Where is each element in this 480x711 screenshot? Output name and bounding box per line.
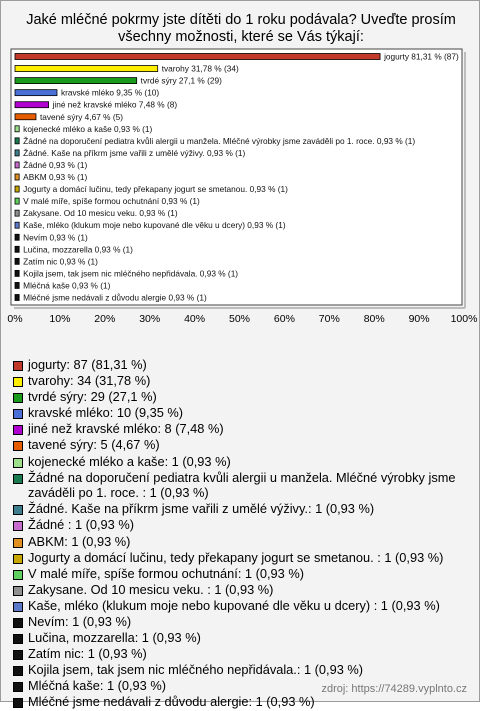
legend-item <box>11 517 473 533</box>
legend-swatch <box>13 634 23 644</box>
bar <box>15 102 49 108</box>
bar <box>15 258 19 264</box>
legend-label: Žádné. Kaše na příkrm jsme vařili z umělé výživy.: 1 (0,93 %) <box>28 501 375 517</box>
bar-label: tvarohy 31,78 % (34) <box>161 63 239 74</box>
bar-chart <box>1 1 479 353</box>
legend-swatch <box>13 602 23 612</box>
bar-label: Žádné 0,93 % (1) <box>23 159 88 170</box>
legend-swatch <box>13 586 23 596</box>
legend-swatch <box>13 538 23 548</box>
legend-label: tvrdé sýry: 29 (27,1 %) <box>28 389 157 405</box>
legend-swatch <box>13 458 23 468</box>
bar <box>15 174 19 180</box>
legend-label: Zatím nic: 1 (0,93 %) <box>28 646 147 662</box>
bar <box>15 186 19 192</box>
x-tick-label: 20% <box>94 313 116 325</box>
legend-item <box>11 614 473 630</box>
bar <box>15 198 19 204</box>
legend-swatch <box>13 361 23 371</box>
source-link[interactable]: zdroj: https://74289.vyplnto.cz <box>321 683 467 695</box>
legend-item <box>11 550 473 566</box>
bar-label: Kojila jsem, tak jsem nic mléčného nepřidávala. 0,93 % (1) <box>23 268 239 279</box>
legend-item <box>11 534 473 550</box>
x-tick-label: 90% <box>408 313 430 325</box>
bar-label: Zakysane. Od 10 mesicu veku. 0,93 % (1) <box>23 208 178 219</box>
bar <box>15 150 19 156</box>
legend-item <box>11 566 473 582</box>
legend-swatch <box>13 425 23 435</box>
legend-label: Žádné na doporučení pediatra kvůli alergii u manžela. Mléčné výrobky jsme zaváděli po 1. roce. : 1 (0,93 %) <box>28 469 456 501</box>
legend-swatch <box>13 474 23 484</box>
legend-swatch <box>13 441 23 451</box>
legend-item <box>11 437 473 453</box>
bar-label: Lučina, mozzarella 0,93 % (1) <box>23 244 133 255</box>
legend-label: Mléčná kaše: 1 (0,93 %) <box>28 678 166 694</box>
bar-label: V malé míře, spíše formou ochutnání 0,93 % (1) <box>23 196 200 207</box>
bar <box>15 90 57 96</box>
bar <box>15 222 19 228</box>
legend-label: Nevím: 1 (0,93 %) <box>28 614 132 629</box>
legend-swatch <box>13 505 23 515</box>
legend-swatch <box>13 682 23 692</box>
bar-label: ABKM 0,93 % (1) <box>23 172 88 182</box>
bar <box>15 126 19 132</box>
legend-swatch <box>13 618 23 628</box>
chart-legend <box>11 357 473 711</box>
bar-label: kojenecké mléko a kaše 0,93 % (1) <box>23 123 153 134</box>
bar-label: tavené sýry 4,67 % (5) <box>39 111 123 122</box>
bar <box>15 162 19 168</box>
legend-item <box>11 470 473 501</box>
x-tick-label: 70% <box>318 313 340 325</box>
legend-swatch <box>13 698 23 708</box>
bar-label: jogurty 81,31 % (87) <box>384 51 459 62</box>
legend-item <box>11 421 473 437</box>
x-tick-label: 40% <box>184 313 206 325</box>
legend-swatch <box>13 570 23 580</box>
legend-label: ABKM: 1 (0,93 %) <box>28 533 131 549</box>
legend-label: Zakysane. Od 10 mesicu veku. : 1 (0,93 %) <box>28 581 274 597</box>
legend-swatch <box>13 650 23 660</box>
legend-swatch <box>13 521 23 531</box>
legend-item <box>11 454 473 470</box>
x-tick-label: 60% <box>273 313 295 325</box>
bar-label: jiné než kravské mléko 7,48 % (8) <box>52 99 178 110</box>
legend-label: Mléčné jsme nedávali z důvodu alergie: 1 (0,93 %) <box>28 694 315 710</box>
bar <box>15 234 19 240</box>
legend-swatch <box>13 554 23 564</box>
legend-label: Kojila jsem, tak jsem nic mléčného nepřidávala.: 1 (0,93 %) <box>28 662 364 678</box>
legend-label: kravské mléko: 10 (9,35 %) <box>28 405 184 421</box>
chart-title: Jaké mléčné pokrmy jste dítěti do 1 roku podávala? Uveďte prosím všechny možnosti, které se Vás týkají: <box>26 12 456 45</box>
legend-label: Lučina, mozzarella: 1 (0,93 %) <box>28 630 201 646</box>
legend-label: Žádné : 1 (0,93 %) <box>28 517 134 533</box>
x-tick-label: 100% <box>450 313 478 325</box>
bar <box>15 282 19 288</box>
legend-item <box>11 389 473 405</box>
bar-label: Nevím 0,93 % (1) <box>23 232 88 243</box>
bar <box>15 78 137 84</box>
legend-item <box>11 662 473 678</box>
bar <box>15 270 19 276</box>
bar-label: Zatím nic 0,93 % (1) <box>23 256 98 267</box>
bar-label: Mléčná kaše 0,93 % (1) <box>23 280 111 291</box>
legend-label: jiné než kravské mléko: 8 (7,48 %) <box>28 421 224 437</box>
legend-swatch <box>13 666 23 676</box>
bar <box>15 138 19 144</box>
legend-label: Jogurty a domácí lučinu, tedy překapany jogurt se smetanou. : 1 (0,93 %) <box>28 549 444 565</box>
bar-label: Kaše, mléko (klukum moje nebo kupované dle věku u dcery) 0,93 % (1) <box>23 220 286 231</box>
legend-item <box>11 598 473 614</box>
x-tick-label: 0% <box>7 313 23 325</box>
x-tick-label: 50% <box>228 313 251 325</box>
bar <box>15 295 19 301</box>
legend-item <box>11 357 473 373</box>
bar-label: Žádné. Kaše na příkrm jsme vařili z umělé výživy. 0,93 % (1) <box>23 147 246 158</box>
legend-label: Kaše, mléko (klukum moje nebo kupované dle věku u dcery) : 1 (0,93 %) <box>28 597 440 613</box>
bar <box>15 114 36 120</box>
legend-item <box>11 694 473 710</box>
legend-label: tavené sýry: 5 (4,67 %) <box>28 437 160 453</box>
x-tick-label: 80% <box>363 313 385 325</box>
legend-label: jogurty: 87 (81,31 %) <box>28 357 147 372</box>
bar-label: Jogurty a domácí lučinu, tedy překapany jogurt se smetanou. 0,93 % (1) <box>23 184 288 195</box>
legend-swatch <box>13 409 23 419</box>
x-tick-label: 10% <box>49 313 71 325</box>
bar-label: Žádné na doporučení pediatra kvůli alergii u manžela. Mléčné výrobky jsme zaváděli po 1. roce. 0,93 % (1) <box>23 135 416 146</box>
bar-label: kravské mléko 9,35 % (10) <box>60 87 160 98</box>
legend-swatch <box>13 393 23 403</box>
legend-label: V malé míře, spíše formou ochutnání: 1 (0,93 %) <box>28 565 304 581</box>
bar-label: tvrdé sýry 27,1 % (29) <box>140 75 222 86</box>
bar <box>15 54 380 60</box>
legend-item <box>11 373 473 389</box>
bar <box>15 246 19 252</box>
legend-item <box>11 582 473 598</box>
legend-swatch <box>13 377 23 387</box>
bar <box>15 210 19 216</box>
legend-label: kojenecké mléko a kaše: 1 (0,93 %) <box>28 453 231 469</box>
legend-item <box>11 501 473 517</box>
bar-label: Mléčné jsme nedávali z důvodu alergie 0,93 % (1) <box>23 292 207 303</box>
x-tick-label: 30% <box>139 313 161 325</box>
legend-item <box>11 646 473 662</box>
legend-label: tvarohy: 34 (31,78 %) <box>28 373 151 389</box>
bar <box>15 66 158 72</box>
legend-item <box>11 405 473 421</box>
legend-item <box>11 630 473 646</box>
